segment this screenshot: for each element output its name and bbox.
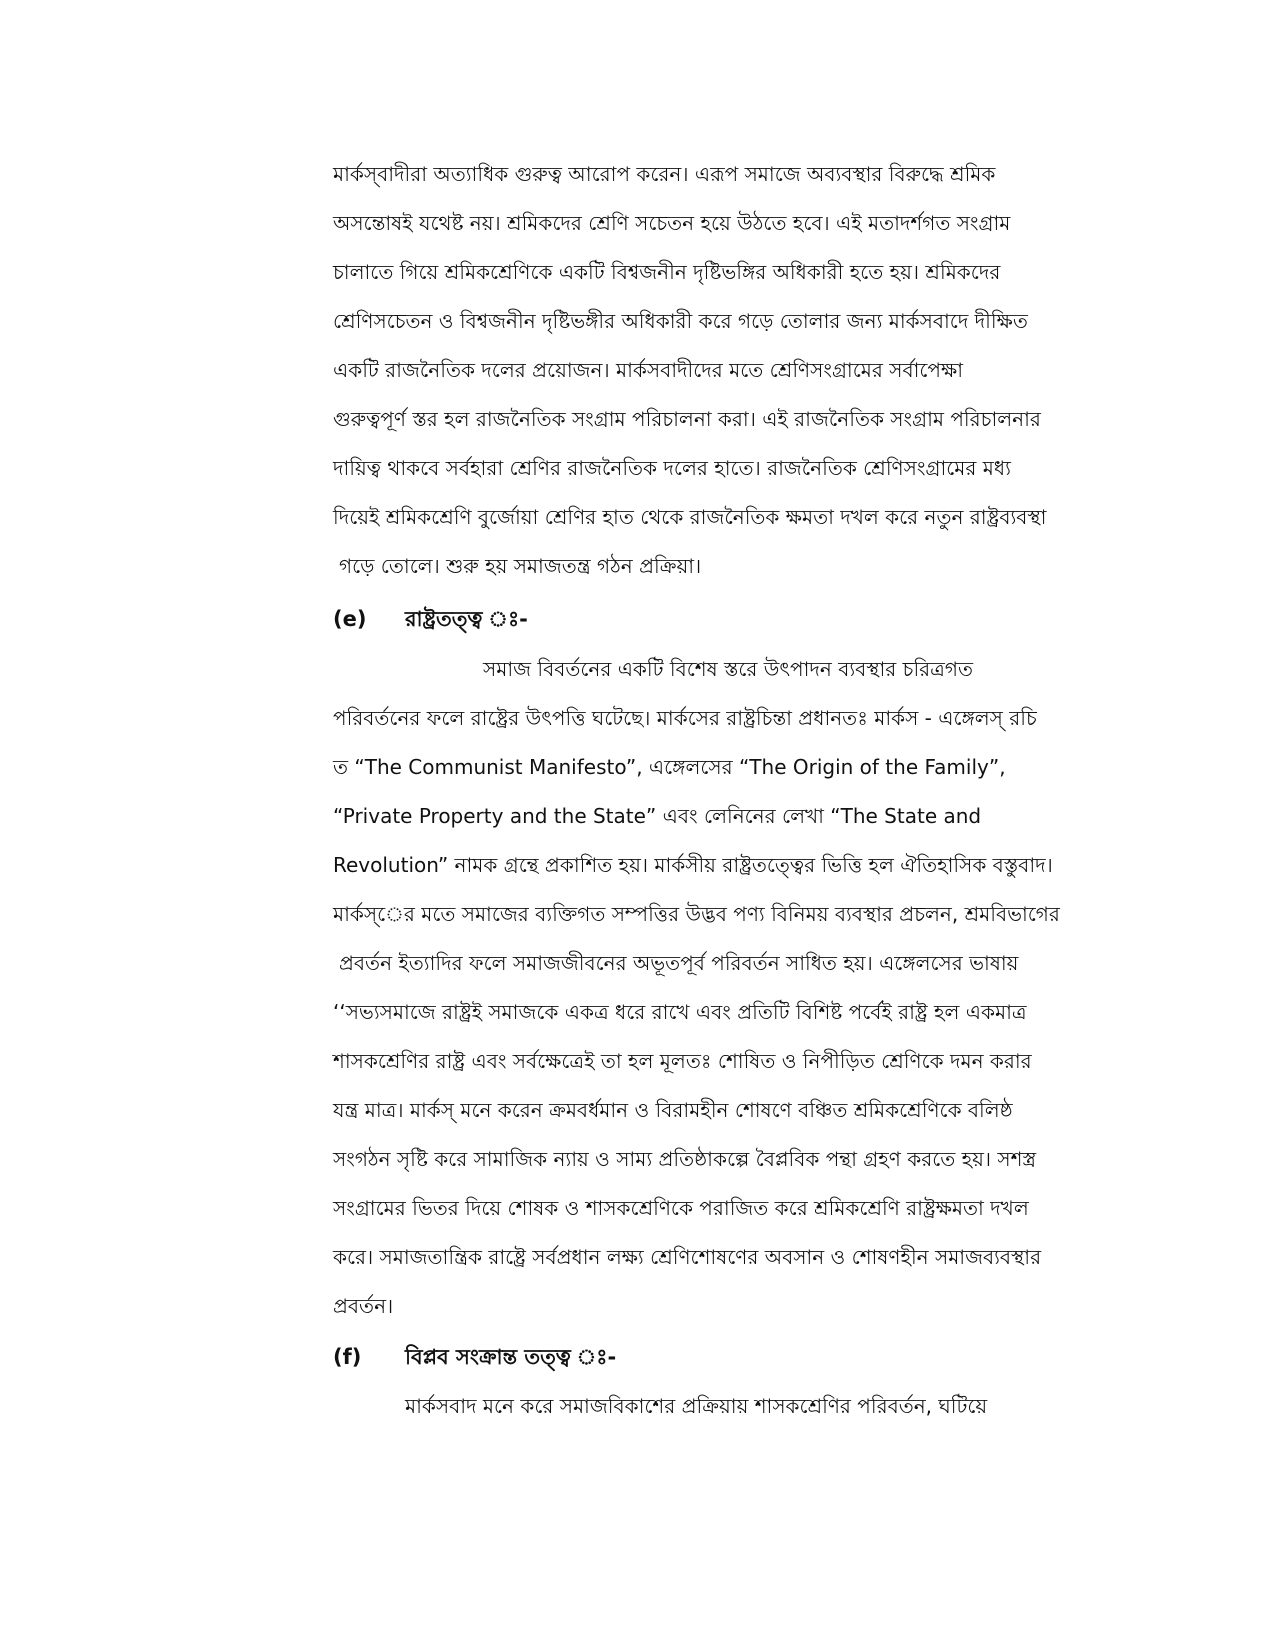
- text-line: দিয়েই শ্রমিকশ্রেণি বুর্জোয়া শ্রেণির হাত থেকে রাজনৈতিক ক্ষমতা দখল করে নতুন রাষ্ট্রব্যবস্থা: [333, 505, 1047, 529]
- text-line: মার্কস্‌বাদীরা অত্যাধিক গুরুত্ব আরোপ করেন। এরূপ সমাজে অব্যবস্থার বিরুদ্ধে শ্রমিক: [333, 162, 996, 186]
- paragraph-marxism-struggle: [333, 150, 1073, 591]
- text-line: গড়ে তোলে। শুরু হয় সমাজতন্ত্র গঠন প্রক্রিয়া।: [339, 554, 702, 578]
- paragraph-state-theory: [333, 645, 1073, 1331]
- text-line: শাসকশ্রেণির রাষ্ট্র এবং সর্বক্ষেত্রেই তা হল মূলতঃ শোষিত ও নিপীড়িত শ্রেণিকে দমন করার: [333, 1049, 1032, 1073]
- paragraph-revolution-theory: [333, 1382, 1073, 1431]
- text-line: মার্কসবাদ মনে করে সমাজবিকাশের প্রক্রিয়ায় শাসকশ্রেণির পরিবর্তন, ঘটিয়ে: [405, 1394, 988, 1418]
- text-line: Revolution” নামক গ্রন্থে প্রকাশিত হয়। মার্কসীয় রাষ্ট্রতত্ত্বের ভিত্তি হল ঐতিহাসিক বস্তুবাদ।: [333, 853, 1053, 877]
- text-line: ‘‘সভ্যসমাজে রাষ্ট্রই সমাজকে একত্র ধরে রাখে এবং প্রতিটি বিশিষ্ট পর্বেই রাষ্ট্র হল একমাত্র: [333, 1000, 1027, 1024]
- text-line: যন্ত্র মাত্র। মার্কস্‌ মনে করেন ক্রমবর্ধমান ও বিরামহীন শোষণে বঞ্চিত শ্রমিকশ্রেণিকে বলিষ্ঠ: [333, 1098, 1013, 1122]
- text-line: সংগ্রামের ভিতর দিয়ে শোষক ও শাসকশ্রেণিকে পরাজিত করে শ্রমিকশ্রেণি রাষ্ট্রক্ষমতা দখল: [333, 1196, 1029, 1220]
- text-line: পরিবর্তনের ফলে রাষ্ট্রের উৎপত্তি ঘটেছে। মার্কসের রাষ্ট্রচিন্তা প্রধানতঃ মার্কস - এঙ্গেলস্‌ রচি: [333, 706, 1037, 730]
- text-line: করে। সমাজতান্ত্রিক রাষ্ট্রে সর্বপ্রধান লক্ষ্য শ্রেণিশোষণের অবসান ও শোষণহীন সমাজব্যবস্থার: [333, 1245, 1042, 1269]
- text-line: দায়িত্ব থাকবে সর্বহারা শ্রেণির রাজনৈতিক দলের হাতে। রাজনৈতিক শ্রেণিসংগ্রামের মধ্য: [333, 456, 1011, 480]
- text-line: শ্রেণিসচেতন ও বিশ্বজনীন দৃষ্টিভঙ্গীর অধিকারী করে গড়ে তোলার জন্য মার্কসবাদে দীক্ষিত: [333, 309, 1028, 333]
- text-line: প্রবর্তন ইত্যাদির ফলে সমাজজীবনের অভূতপূর্ব পরিবর্তন সাধিত হয়। এঙ্গেলসের ভাষায়: [339, 951, 1019, 975]
- text-line: একটি রাজনৈতিক দলের প্রয়োজন। মার্কসবাদীদের মতে শ্রেণিসংগ্রামের সর্বাপেক্ষা: [333, 358, 963, 382]
- section-heading-f: [333, 1333, 616, 1382]
- section-marker: (f): [333, 1345, 362, 1369]
- section-title: রাষ্ট্রতত্ত্ব ঃ-: [405, 607, 528, 631]
- section-marker: (e): [333, 607, 367, 631]
- text-line: গুরুত্বপূর্ণ স্তর হল রাজনৈতিক সংগ্রাম পরিচালনা করা। এই রাজনৈতিক সংগ্রাম পরিচালনার: [333, 407, 1041, 431]
- text-line: সমাজ বিবর্তনের একটি বিশেষ স্তরে উৎপাদন ব্যবস্থার চরিত্রগত: [483, 657, 973, 681]
- section-heading-e: [333, 595, 528, 644]
- text-line: সংগঠন সৃষ্টি করে সামাজিক ন্যায় ও সাম্য প্রতিষ্ঠাকল্পে বৈপ্লবিক পন্থা গ্রহণ করতে হয়। সশস্ত্র: [333, 1147, 1037, 1171]
- text-line: ত “The Communist Manifesto”, এঙ্গেলসের “The Origin of the Family”,: [333, 755, 1006, 779]
- text-line: মার্কস্‌ের মতে সমাজের ব্যক্তিগত সম্পত্তির উদ্ভব পণ্য বিনিময় ব্যবস্থার প্রচলন, শ্রমবিভাগের: [333, 902, 1060, 926]
- text-line: চালাতে গিয়ে শ্রমিকশ্রেণিকে একটি বিশ্বজনীন দৃষ্টিভঙ্গির অধিকারী হতে হয়। শ্রমিকদের: [333, 260, 1001, 284]
- text-line: “Private Property and the State” এবং লেনিনের লেখা “The State and: [333, 804, 982, 828]
- text-line: প্রবর্তন।: [333, 1294, 394, 1318]
- section-title: বিপ্লব সংক্রান্ত তত্ত্ব ঃ-: [405, 1345, 617, 1369]
- text-line: অসন্তোষই যথেষ্ট নয়। শ্রমিকদের শ্রেণি সচেতন হয়ে উঠতে হবে। এই মতাদর্শগত সংগ্রাম: [333, 211, 1011, 235]
